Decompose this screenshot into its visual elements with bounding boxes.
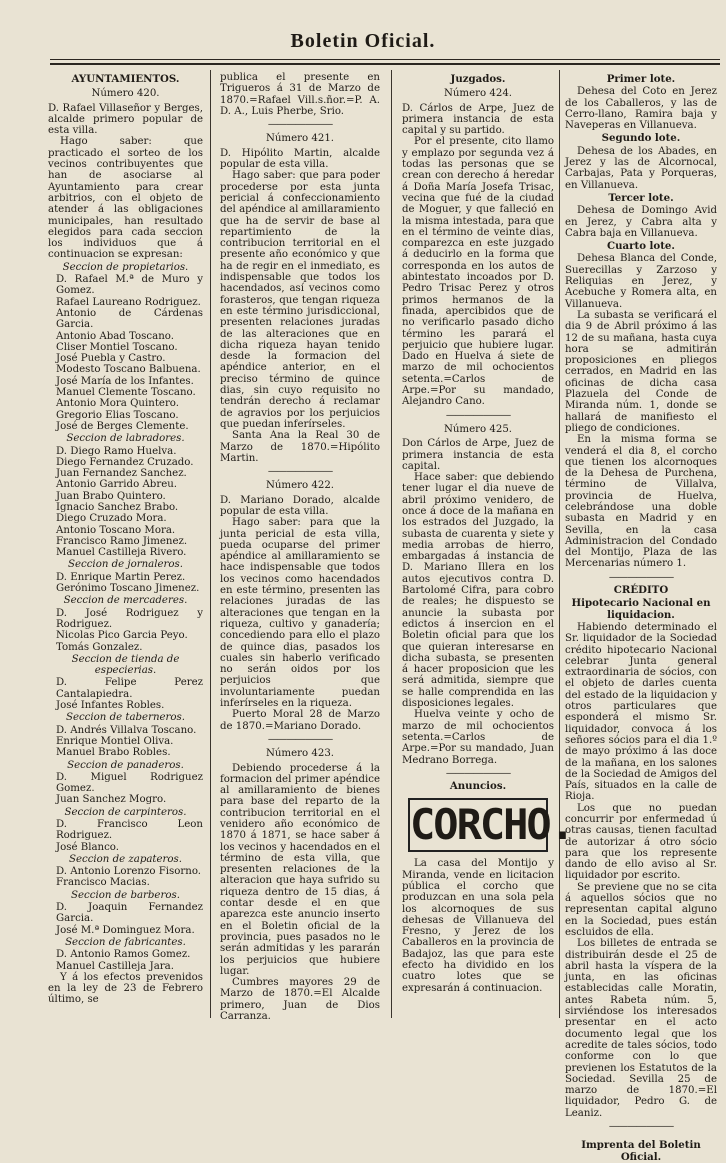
notice-number: Número 423. (265, 748, 335, 760)
section-label: Seccion de carpinteros. (64, 806, 187, 818)
paragraph: Huelva veinte y ocho de marzo de mil ochocientos setenta.=Carlos de Arpe.=Por su mandado, Juan Medrano Borrega. (402, 709, 554, 766)
notice-number: Número 424. (443, 88, 513, 100)
section-label: Seccion de mercaderes. (63, 595, 188, 607)
paragraph: Hago saber: que para poder procederse por esta junta pericial á confeccionamiento del apéndice al amillaramiento que ha de servir de base al repartimiento de la contribucion territorial en el presente año económico y que ha de regir en el inmediato, es indispensable que todos los hacendados, así vecinos como forasteros, que tengan riqueza en este término jurisdiccional, presenten relaciones juradas de las alteraciones que en dicha riqueza hayan tenido desde la formacion del apéndice anterior, en el preciso término de quince dias, sin cuyo requisito no tendrán derecho á reclamar de agravios por los perjuicios que puedan inferírseles. (220, 170, 380, 430)
name-entry: Juan Sanchez Mogro. (56, 794, 167, 806)
paragraph: Dehesa del Coto en Jerez de los Caballeros, y las de Cerro-llano, Ramira baja y Naveperas en Villanueva. (565, 86, 717, 132)
section-label: Seccion de panaderos. (67, 759, 184, 771)
column-juzgados-anuncios (402, 72, 574, 1018)
column-ayuntamientos (48, 72, 203, 1018)
name-entry: D. Joaquin Fernandez Garcia. (56, 902, 203, 925)
name-entry: Rafael Laureano Rodriguez. (56, 296, 201, 308)
section-label: Seccion de propietarios. (62, 261, 189, 273)
name-entry: D. Antonio Ramos Gomez. (56, 949, 191, 961)
paragraph: Dehesa de Domingo Avid en Jerez, y Cabra alta y Cabra baja en Villanueva. (565, 205, 717, 239)
section-label: Seccion de zapateros. (68, 853, 183, 865)
name-entry: Ignacio Sanchez Brabo. (56, 501, 179, 513)
name-entry: Francisco Ramo Jimenez. (56, 535, 188, 547)
paragraph: Don Cárlos de Arpe, Juez de primera instancia de esta capital. (402, 438, 554, 472)
paragraph: Hace saber: que debiendo tener lugar el dia nueve de abril próximo venidero, de once á doce de la mañana en los estrados del Juzgado, la subasta de cuarenta y siete y media arrobas de hierro, embargadas á instancia de D. Mariano Illera en los autos ejecutivos contra D. Bartolomé Cifra, para cobro de reales; he dispuesto se anuncie la subasta por edictos á insercion en el Boletin oficial para que los que quieran interesarse en dicha subasta, se presenten á hacer proposicion que les será admitida, siempre que se halle comprendida en las disposiciones legales. (402, 472, 554, 710)
paragraph: Los que no puedan concurrir por enfermedad ú otras causas, tienen facultad de autorizar á otro sócio para que los represente dando de ello aviso al Sr. liquidador por escrito. (565, 802, 717, 882)
name-entry: Antonio de Cárdenas Garcia. (56, 307, 203, 331)
paragraph: En la misma forma se venderá el dia 8, el corcho que tienen los alcornoques de la Dehesa de Purchena, término de Villalva, provincia de Huelva, celebrándose una doble subasta en Madrid y en Sevilla, en la casa Administracion del Condado del Montijo, Plaza de las Mercenarias número 1. (565, 434, 717, 570)
section-label: Seccion de tienda de especierias. (71, 653, 180, 677)
name-entry: Gerónimo Toscano Jimenez. (56, 583, 200, 595)
section-label: Seccion de taberneros. (65, 712, 186, 724)
paragraph: Santa Ana la Real 30 de Marzo de 1870.=Hipólito Martin. (220, 430, 380, 464)
paragraph: Y á los efectos prevenidos en la ley de 23 de Febrero último, se (48, 971, 203, 1006)
name-entry: Diego Fernandez Cruzado. (56, 456, 194, 468)
name-entry: Tomás Gonzalez. (56, 641, 143, 653)
paragraph: D. Hipólito Martin, alcalde popular de esta villa. (220, 147, 380, 171)
paragraph: Dehesa Blanca del Conde, Suerecillas y Zarzoso y Reliquias en Jerez, y Acebuche y Romera alta, en Villanueva. (565, 253, 717, 310)
name-entry: Antonio Garrido Abreu. (56, 479, 178, 491)
name-entry: Modesto Toscano Balbuena. (56, 364, 201, 376)
section-label: Seccion de jornaleros. (68, 559, 183, 571)
name-entry: Cliser Montiel Toscano. (56, 341, 178, 353)
name-entry: D. Antonio Lorenzo Fisorno. (56, 866, 202, 878)
page-title: Boletin Oficial. (290, 30, 436, 52)
name-entry: D. Rafael M.ª de Muro y Gomez. (56, 274, 203, 297)
name-entry: Manuel Brabo Robles. (56, 747, 171, 759)
section-label: Seccion de barberos. (71, 889, 180, 901)
section-heading: Cuarto lote. (607, 240, 675, 253)
name-entry: José de Berges Clemente. (56, 420, 189, 432)
name-entry: Manuel Castilleja Rivero. (56, 547, 187, 559)
name-entry: Enrique Montiel Oliva. (56, 735, 174, 747)
section-heading: Hipotecario Nacional en liquidacion. (571, 597, 711, 621)
paragraph: La casa del Montijo y Miranda, vende en licitacion pública el corcho que produzcan en una sola pela los alcornoques de sus dehesas de Villanueva del Fresno, y Jerez de los Caballeros en la provincia de Badajoz, las que para este efecto ha dividido en los cuatro lotes que se expresarán á continuacion. (402, 858, 554, 994)
name-entry: D. José Rodriguez y Rodriguez. (56, 607, 203, 630)
section-heading: Juzgados. (450, 73, 506, 85)
name-entry: Juan Fernandez Sanchez. (56, 468, 187, 480)
paragraph: Dehesa de los Abades, en Jerez y las de Alcornocal, Carbajas, Pata y Porqueras, en Villanueva. (565, 145, 717, 191)
section-heading: Tercer lote. (608, 191, 674, 204)
advert-banner: CORCHO. (408, 798, 548, 852)
name-entry: José Puebla y Castro. (56, 353, 166, 365)
column-divider (559, 70, 560, 1018)
notice-number: Número 422. (265, 480, 335, 492)
name-entry: José Blanco. (56, 841, 119, 853)
name-entry: Antonio Toscano Mora. (56, 524, 176, 536)
divider: ——————— (445, 767, 511, 779)
name-entry: Diego Cruzado Mora. (56, 513, 167, 525)
column-divider (210, 70, 211, 1018)
column-lotes-credito (565, 72, 717, 1163)
name-entry: Antonio Abad Toscano. (56, 330, 174, 342)
divider: ——————— (267, 733, 333, 745)
paragraph: Debiendo procederse á la formacion del primer apéndice al amillaramiento de bienes para base del reparto de la contribucion territorial en el venidero año económico de 1870 á 1871, se hace saber á los vecinos y hacendados en el término de esta villa, que presenten relaciones de la alteracion que haya sufrido su riqueza dentro de 15 dias, á contar desde el en que aparezca este anuncio inserto en el Boletin oficial de la provincia, pues pasados no le serán admitidas y les pararán los perjuicios que hubiere lugar. (220, 762, 380, 977)
section-heading: Segundo lote. (601, 132, 681, 145)
section-label: Seccion de fabricantes. (65, 936, 186, 948)
name-entry: Nicolas Pico Garcia Peyo. (56, 630, 188, 642)
paragraph: publica el presente en Trigueros á 31 de Marzo de 1870.=Rafael Vill.s.ñor.=P. A. D. A., Luis Pherbe, Srio. (220, 72, 380, 117)
paragraph: D. Rafael Villaseñor y Berges, alcalde primero popular de esta villa. (48, 102, 203, 137)
paragraph: La subasta se verificará el dia 9 de Abril próximo á las 12 de su mañana, hasta cuya hora se admitirán proposiciones en pliegos cerrados, en Madrid en las oficinas de dicha casa Plazuela del Conde de Miranda núm. 1, donde se hallará de manifiesto el pliego de condiciones. (565, 309, 717, 434)
divider: ——————— (267, 119, 333, 131)
name-entry: Manuel Clemente Toscano. (56, 387, 196, 399)
section-label: Seccion de labradores. (66, 433, 185, 445)
name-entry: Francisco Macias. (56, 877, 150, 889)
paragraph: Puerto Moral 28 de Marzo de 1870.=Mariano Dorado. (220, 709, 380, 732)
section-heading: Primer lote. (606, 73, 676, 85)
notice-number: Número 425. (443, 423, 513, 435)
name-entry: D. Enrique Martin Perez. (56, 571, 186, 583)
column-edictos (220, 72, 380, 1023)
section-heading: AYUNTAMIENTOS. (71, 73, 180, 85)
name-entry: D. Felipe Perez Cantalapiedra. (56, 677, 203, 700)
paragraph: D. Cárlos de Arpe, Juez de primera instancia de esta capital y su partido. (402, 102, 554, 137)
name-entry: D. Francisco Leon Rodriguez. (56, 819, 203, 842)
notice-number: Número 420. (91, 88, 160, 100)
name-entry: Manuel Castilleja Jara. (56, 960, 174, 972)
notice-number: Número 421. (265, 133, 335, 145)
name-entry: D. Andrés Villalva Toscano. (56, 724, 197, 736)
name-entry: Juan Brabo Quintero. (56, 490, 166, 502)
name-entry: Gregorio Elias Toscano. (56, 409, 179, 421)
paragraph: D. Mariano Dorado, alcalde popular de esta villa. (220, 494, 380, 517)
divider: ——————— (267, 466, 333, 478)
paragraph: Hago saber: que practicado el sorteo de los vecinos contribuyentes que han de asociarse al Ayuntamiento para crear arbitrios, con el objeto de atender á las obligaciones municipales, han resultado elegidos para cada seccion los individuos que á continuacion se expresan: (48, 136, 203, 261)
column-divider (391, 70, 392, 1018)
divider: ——————— (445, 409, 511, 421)
name-entry: José M.ª Dominguez Mora. (56, 924, 195, 936)
header-rule (50, 59, 720, 60)
name-entry: D. Diego Ramo Huelva. (56, 445, 177, 457)
divider: ——————— (608, 1121, 674, 1133)
section-heading: Anuncios. (449, 780, 507, 793)
name-entry: José Infantes Robles. (56, 700, 165, 712)
name-entry: José María de los Infantes. (56, 375, 194, 387)
name-entry: Antonio Mora Quintero. (56, 398, 180, 410)
paragraph: Hago saber: para que la junta pericial de esta villa, pueda ocuparse del primer apéndice al amillaramiento se hace indispensable que todos los vecinos como hacendados en este término, presenten las relaciones juradas de las alteraciones que tengan en la riqueza, cultivo y ganadería; concediendo para ello el plazo de quince dias, pasados los cuales sin haberlo verificado no serán oidos por los perjuicios que involuntariamente puedan inferírseles en la riqueza. (220, 517, 380, 710)
paragraph: Por el presente, cito llamo y emplazo por segunda vez á todas las personas que se crean con derecho á heredar á Doña María Josefa Trisac, vecina que fué de la ciudad de Moguer, y que falleció en la misma intestada, para que en el término de veinte dias, comparezca en este juzgado á deducirlo en la forma que corresponda en los autos de abintestato incoados por D. Pedro Trisac Perez y otros primos hermanos de la finada, apercibidos que de no verificarlo pasado dicho término les parará el perjuicio que hubiere lugar. Dado en Huelva á siete de marzo de mil ochocientos setenta.=Carlos de Arpe.=Por su mandado, Alejandro Cano. (402, 136, 554, 408)
header-rule-thick (50, 63, 720, 65)
imprint: Imprenta del Boletin Oficial. (581, 1139, 701, 1163)
paragraph: Habiendo determinado el Sr. liquidador de la Sociedad crédito hipotecario Nacional celebrar Junta general extraordinaria de sócios, con el objeto de darles cuenta del estado de la liquidacion y otros particulares que esponderá el mismo Sr. liquidador, convoca á los señores sócios para el dia 1.º de mayo próximo á las doce de la mañana, en los salones de la Sociedad de Amigos del País, situados en la calle de Rioja. (565, 621, 717, 803)
paragraph: Cumbres mayores 29 de Marzo de 1870.=El Alcalde primero, Juan de Dios Carranza. (220, 977, 380, 1023)
paragraph: Se previene que no se cita á aquellos sócios que no representan capital alguno en la Sociedad, pues están escluidos de ella. (565, 881, 717, 938)
divider: ——————— (608, 571, 674, 583)
name-entry: D. Miguel Rodriguez Gomez. (56, 771, 203, 795)
section-heading: CRÉDITO (613, 584, 669, 597)
paragraph: Los billetes de entrada se distribuirán desde el 25 de abril hasta la víspera de la junta, en las oficinas establecidas calle Moratin, antes Rabeta núm. 5, sirviéndose los interesados presentar en el acto documento legal que los acredite de tales sócios, todo conforme con lo que previenen los Estatutos de la Sociedad. Sevilla 25 de marzo de 1870.=El liquidador, Pedro G. de Leaniz. (565, 938, 717, 1119)
